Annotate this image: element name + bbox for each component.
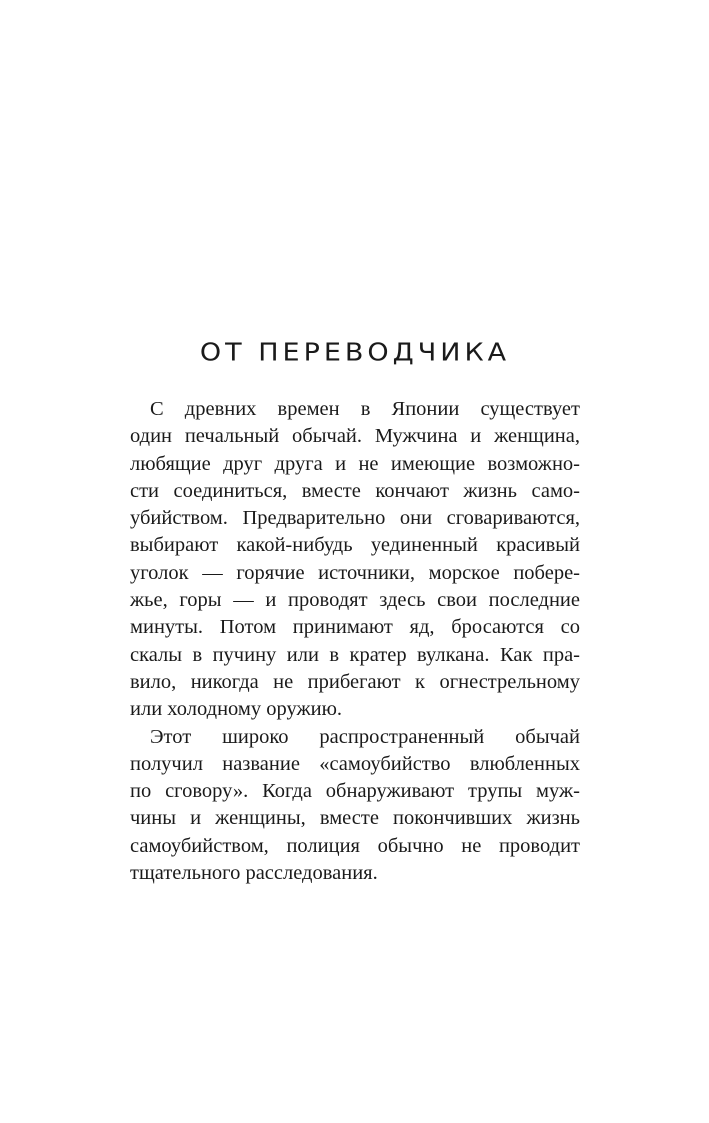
paragraph-1-line: скалы в пучину или в кратер вулкана. Как пра- bbox=[130, 643, 580, 666]
paragraph-1-line: убийством. Предварительно они сговариваются, bbox=[130, 507, 580, 530]
paragraph-1-line: или холодному оружию. bbox=[130, 698, 343, 721]
paragraph-1-line: один печальный обычай. Мужчина и женщина, bbox=[130, 425, 580, 448]
paragraph-2-line: Этот широко распространенный обычай bbox=[150, 725, 580, 748]
paragraph-1-line: уголок — горячие источники, морское побере- bbox=[130, 561, 580, 584]
chapter-title: ОТ ПЕРЕВОДЧИКА bbox=[199, 338, 511, 367]
paragraph-1-line: сти соединиться, вместе кончают жизнь само- bbox=[130, 479, 580, 502]
paragraph-2-line: самоубийством, полиция обычно не проводит bbox=[130, 834, 580, 857]
paragraph-1-line: жье, горы — и проводят здесь свои последние bbox=[130, 589, 580, 612]
paragraph-1-line: С древних времен в Японии существует bbox=[150, 398, 580, 420]
paragraph-2-line: получил название «самоубийство влюбленных bbox=[130, 752, 580, 775]
paragraph-2-line: по сговору». Когда обнаруживают трупы муж- bbox=[130, 780, 580, 803]
paragraph-1-line: вило, никогда не прибегают к огнестрельному bbox=[130, 670, 580, 693]
paragraph-1-line: выбирают какой-нибудь уединенный красивый bbox=[130, 534, 580, 557]
paragraph-2-line: чины и женщины, вместе покончивших жизнь bbox=[130, 807, 580, 830]
chapter-body bbox=[130, 396, 580, 887]
paragraph-1-line: любящие друг друга и не имеющие возможно- bbox=[130, 452, 580, 475]
paragraph-1-line: минуты. Потом принимают яд, бросаются со bbox=[130, 616, 580, 639]
paragraph-2-line: тщательного расследования. bbox=[130, 862, 378, 885]
